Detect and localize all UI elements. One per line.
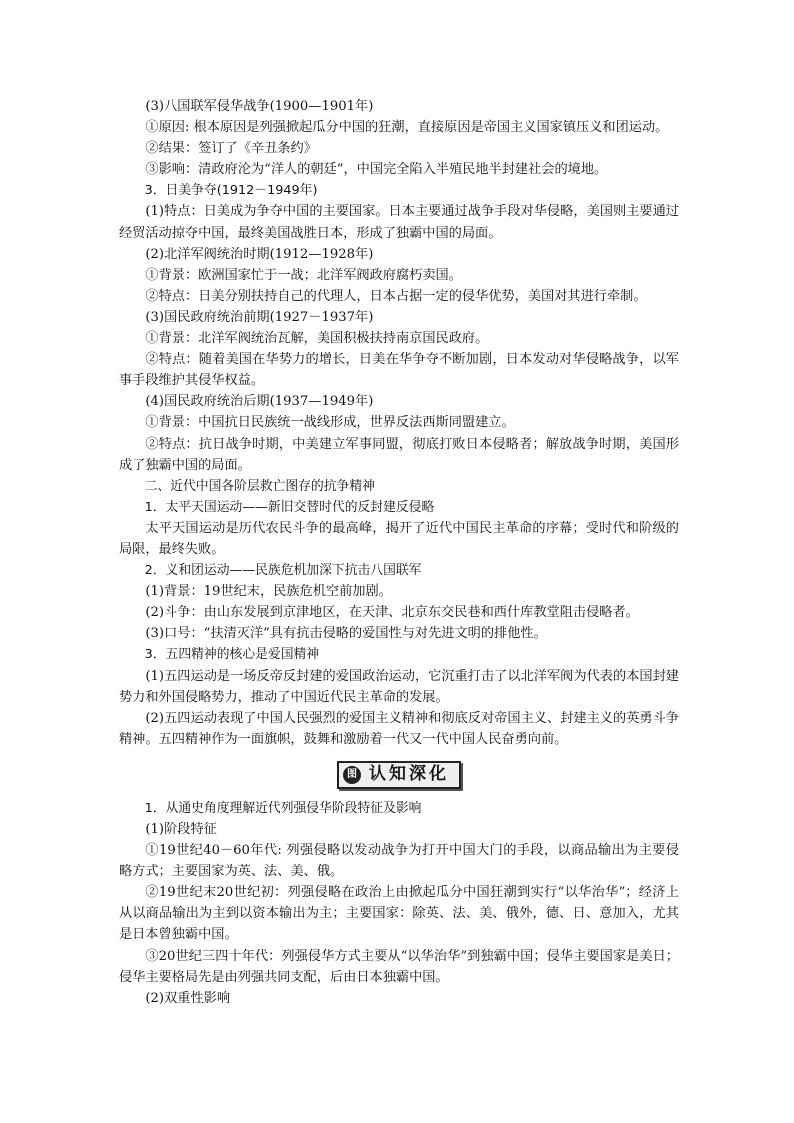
paragraph: ③影响：清政府沦为“洋人的朝廷”，中国完全陷入半殖民地半封建社会的境地。 xyxy=(145,162,608,178)
paragraph: (1)背景：19世纪末，民族危机空前加剧。 xyxy=(145,584,392,600)
section-banner-row xyxy=(119,755,679,795)
paragraph: (4)国民政府统治后期(1937—1949年) xyxy=(145,394,374,410)
paragraph: ③20世纪三四十年代：列强侵华方式主要从“以华治华”到独霸中国；侵华主要国家是美日；侵华主要格局先是由列强共同支配，后由日本独霸中国。 xyxy=(119,948,679,985)
paragraph: (3)口号：“扶清灭洋”具有抗击侵略的爱国性与对先进文明的排他性。 xyxy=(145,626,547,642)
chart-book-icon: 图 xyxy=(343,766,361,784)
paragraph: (1)阶段特征 xyxy=(145,822,217,837)
banner-title: 认知深化 xyxy=(369,764,449,785)
paragraph: (2)斗争：由山东发展到京津地区，在天津、北京东交民巷和西什库教堂阻击侵略者。 xyxy=(145,605,639,621)
paragraph: (2)北洋军阀统治时期(1912—1928年) xyxy=(145,246,374,262)
paragraph: ①背景：欧洲国家忙于一战；北洋军阀政府腐朽卖国。 xyxy=(145,267,462,283)
paragraph: ②特点：随着美国在华势力的增长，日美在华争夺不断加剧，日本发动对华侵略战争，以军事手段维护其侵华权益。 xyxy=(119,352,679,389)
section-heading: 3．日美争夺(1912－1949年) xyxy=(144,183,318,199)
document-page xyxy=(119,96,679,1009)
paragraph: (3)八国联军侵华战争(1900—1901年) xyxy=(145,99,374,114)
paragraph: ①背景：中国抗日民族统一战线形成，世界反法西斯同盟建立。 xyxy=(145,415,515,431)
paragraph: ②特点：日美分别扶持自己的代理人，日本占据一定的侵华优势，美国对其进行牵制。 xyxy=(145,288,647,304)
paragraph: (1)五四运动是一场反帝反封建的爱国政治运动，它沉重打击了以北洋军阀为代表的本国封建势力和外国侵略势力，推动了中国近代民主革命的发展。 xyxy=(119,668,679,705)
paragraph: ②结果：签订了《辛丑条约》 xyxy=(145,141,317,157)
section-heading: 2．义和团运动——民族危机加深下抗击八国联军 xyxy=(144,563,422,579)
paragraph: ①背景：北洋军阀统治瓦解，美国积极扶持南京国民政府。 xyxy=(145,331,489,347)
section-heading: 1．从通史角度理解近代列强侵华阶段特征及影响 xyxy=(144,800,422,816)
section-banner xyxy=(337,761,461,789)
paragraph: 太平天国运动是历代农民斗争的最高峰，揭开了近代中国民主革命的序幕；受时代和阶级的局限，最终失败。 xyxy=(119,520,679,557)
paragraph: (2)五四运动表现了中国人民强烈的爱国主义精神和彻底反对帝国主义、封建主义的英勇斗争精神。五四精神作为一面旗帜，鼓舞和激励着一代又一代中国人民奋勇向前。 xyxy=(119,710,679,747)
section-heading: 1．太平天国运动——新旧交替时代的反封建反侵略 xyxy=(144,499,435,515)
section-heading: 3．五四精神的核心是爱国精神 xyxy=(144,647,320,663)
paragraph: ①19世纪40－60年代: 列强侵略以发动战争为打开中国大门的手段，以商品输出为主要侵略方式；主要国家为英、法、美、俄。 xyxy=(119,843,679,880)
paragraph: ①原因: 根本原因是列强掀起瓜分中国的狂潮，直接原因是帝国主义国家镇压义和团运动。 xyxy=(145,120,669,136)
paragraph: (1)特点：日美成为争夺中国的主要国家。日本主要通过战争手段对华侵略，美国则主要通过经贸活动掠夺中国，最终美国战胜日本，形成了独霸中国的局面。 xyxy=(119,204,679,241)
paragraph: ②19世纪末20世纪初：列强侵略在政治上由掀起瓜分中国狂潮到实行“以华治华”；经济上从以商品输出为主到以资本输出为主；主要国家：除英、法、美、俄外，德、日、意加入，尤其是日本曾独霸中国。 xyxy=(119,885,679,943)
part-heading: 二、近代中国各阶层救亡图存的抗争精神 xyxy=(144,478,375,494)
paragraph: ②特点：抗日战争时期，中美建立军事同盟，彻底打败日本侵略者；解放战争时期，美国形成了独霸中国的局面。 xyxy=(119,436,679,473)
paragraph: (3)国民政府统治前期(1927－1937年) xyxy=(145,309,374,325)
paragraph: (2)双重性影响 xyxy=(145,990,231,1006)
